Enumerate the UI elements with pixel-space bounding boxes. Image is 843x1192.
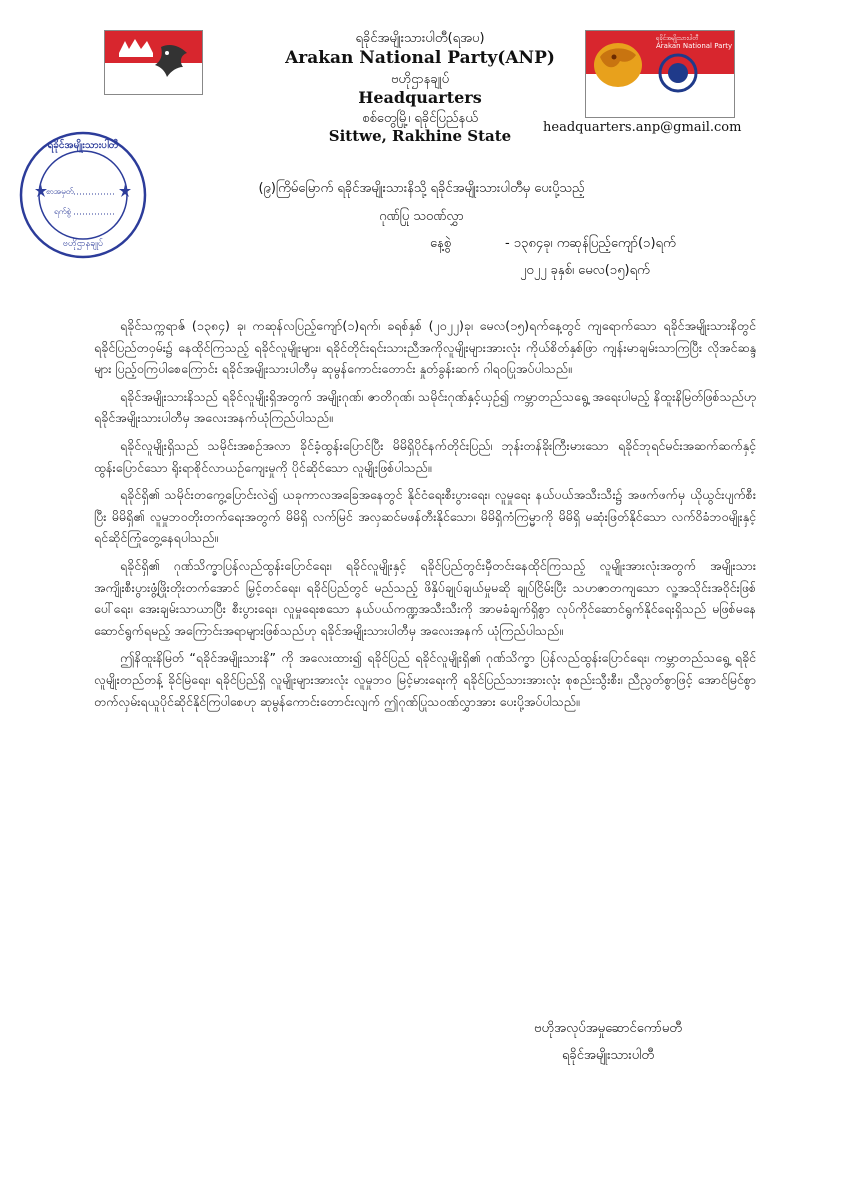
body-paragraph: ရခိုင်လူမျိုးရှိသည် သမိုင်းအစဉ်အလာ ခိုင်ခံ့ထွန်းပြောင်ပြီး မိမိရှိပိုင်နက်တိုင်းပြည်၊ ဘုန်းတန်ခိုးကြီးမားသော ရခိုင်ဘုရင်မင်းအဆက်ဆက်နှင့် ထွန်းပြောင်သော ရိုးရာစိုင်လာယဉ်ကျေးမှုကို ပိုင်ဆိုင်သော လူမျိုးဖြစ်ပါသည်။ <box>94 437 756 475</box>
body-paragraph: ရခိုင်အမျိုးသားနိသည် ရခိုင်လူမျိုးရှိအတွက် အမျိုးဂုဏ်၊ ဇာတိဂုဏ်၊ သမိုင်းဂုဏ်နှင့်ယှဉ်၍ ကမ္ဘာတည်သရွေ့ အရေးပါမည့် နိထူးနိမြတ်ဖြစ်သည်ဟု ရခိုင်အမျိုးသားပါတီမှ အလေးအနက်ယုံကြည်ပါသည်။ <box>94 388 756 426</box>
letter-body <box>94 315 756 718</box>
contact-email: headquarters.anp@gmail.com <box>543 120 742 135</box>
location-english: Sittwe, Rakhine State <box>328 127 512 145</box>
stamp-ring-text: ရခိုင်အမျိုးသားပါတီ <box>47 140 119 151</box>
logo-right-text: Arakan National Party <box>656 42 733 50</box>
org-name-myanmar: ရခိုင်အမျိုးသားပါတီ(ရအပ) <box>355 31 485 46</box>
date-myanmar-calendar: - ၁၃၈၄ခု၊ ကဆုန်ပြည့်ကျော်(၁)ရက် <box>505 236 676 251</box>
stamp-field-date: ရက်စွဲ <box>54 207 71 216</box>
hq-myanmar: ဗဟိုဌာနချုပ် <box>390 72 450 87</box>
org-name-english: Arakan National Party(ANP) <box>285 48 555 68</box>
location-myanmar: စစ်တွေမြို့၊ ရခိုင်ပြည်နယ် <box>362 111 478 126</box>
seal-emblem-icon <box>586 31 734 117</box>
document-title-line2: ဂုဏ်ပြု သဝဏ်လွှာ <box>379 209 464 224</box>
signature-committee: ဗဟိုအလုပ်အမှုဆောင်ကော်မတီ <box>534 1021 682 1036</box>
logo-right-text-my: ရခိုင်အမျိုးသားပါတီ <box>656 35 699 42</box>
stamp-field-number: စာအမှတ် <box>46 187 74 196</box>
signature-party: ရခိုင်အမျိုးသားပါတီ <box>561 1048 655 1063</box>
bird-emblem-icon <box>105 31 202 94</box>
date-label: နေ့စွဲ <box>430 236 452 251</box>
body-paragraph: ရခိုင်ရှိ၏ ဂုဏ်သိက္ခာပြန်လည်ထွန်းပြောင်ရေး၊ ရခိုင်လူမျိုးနှင့် ရခိုင်ပြည်တွင်းမှီတင်းနေထိုင်ကြသည့် လူမျိုးအားလုံးအတွက် အမျိုးသားအကျိုးစီးပွားဖွံ့ဖြိုးတိုးတက်အောင် မြှင့်တင်ရေး၊ ရခိုင်ပြည်တွင် မည်သည့် ဖိနှိပ်ချုပ်ချယ်မှုမဆို ချုပ်ငြိမ်းပြီး သဟဇာတကျသော လူ့အသိုင်းအဝိုင်းဖြစ်ပေါ်ရေး၊ အေးချမ်းသာယာပြီး စီးပွားရေး၊ လူမှုရေးစသော နယ်ပယ်ကဏ္ဍအသီးသီးကို အာမခံချက်ရှိစွာ လုပ်ကိုင်ဆောင်ရွက်နိုင်ရေးရှိသည် မဖြစ်မနေဆောင်ရွက်ရမည့် အကြောင်းအရာများဖြစ်သည်ဟု ရခိုင်အမျိုးသားပါတီမှ အလေးအနက် ယုံကြည်ပါသည်။ <box>94 557 756 638</box>
body-paragraph: ရခိုင်ရှိ၏ သမိုင်းတကွေ့ပြောင်းလဲ၍ ယခုကာလအခြေအနေတွင် နိုင်ငံရေးစီးပွားရေး၊ လူမှုရေး နယ်ပယ်အသီးသီး၌ အဖက်ဖက်မှ ယိုယွင်းပျက်စီးပြီး မိမိရှိ၏ လူမှုဘဝတိုးတက်ရေးအတွက် မိမိရှိ လက်မြင် အလှဆင်မဖန်တီးနိုင်သော၊ မိမိရှိကံကြမ္မာကို မိမိရှိ မဆုံးဖြတ်နိုင်သော လက်ဝိခံဘဝမျိုးနှင့် ရင်ဆိုင်ကြုံတွေ့နေရပါသည်။ <box>94 487 756 546</box>
document-title-line1: (၉)ကြိမ်မြောက် ရခိုင်အမျိုးသားနိသို့ ရခိုင်အမျိုးသားပါတီမှ ပေးပို့သည့် <box>258 181 585 196</box>
hq-english: Headquarters <box>358 88 482 107</box>
date-gregorian: ၂၀၂၂ ခုနှစ်၊ မေလ(၁၅)ရက် <box>520 263 650 278</box>
party-flag-logo-left <box>104 30 203 95</box>
body-paragraph: ဤနိထူးနိမြတ် “ရခိုင်အမျိုးသားနိ” ကို အလေးထား၍ ရခိုင်ပြည် ရခိုင်လူမျိုးရှိ၏ ဂုဏ်သိက္ခာ ပြန်လည်ထွန်းပြောင်ရေး၊ ကမ္ဘာတည်သရွေ့ ရခိုင်လူမျိုးတည်တန့် ခိုင်မြဲရေး၊ ရခိုင်ပြည်ရှိ လူမျိုးများအားလုံး လူမှုဘဝ မြင့်မားရေးကို ရခိုင်ပြည်သားအားလုံး စုစည်းသွီးစီး၊ ညီညွတ်စွာဖြင့် အောင်မြင်စွာ တက်လှမ်းရယူပိုင်ဆိုင်နိုင်ကြပါစေဟု ဆုမွန်ကောင်းတောင်းလျက် ဤဂုဏ်ပြုသဝဏ်လွှာအား ပေးပို့အပ်ပါသည်။ <box>94 650 756 709</box>
party-flag-logo-right <box>585 30 735 118</box>
stamp-bottom-text: ဗဟိုဌာနချုပ် <box>62 239 104 249</box>
body-paragraph: ရခိုင်သက္ကရာဇ် (၁၃၈၄) ခု၊ ကဆုန်လပြည့်ကျော်(၁)ရက်၊ ခရစ်နှစ် (၂၀၂၂)ခု၊ မေလ(၁၅)ရက်နေ့တွင် ကျရောက်သော ရခိုင်အမျိုးသားနိတွင် ရခိုင်ပြည်တဝှမ်း၌ နေထိုင်ကြသည့် ရခိုင်လူမျိုးများ၊ ရခိုင်တိုင်းရင်းသားညီအကိုလူမျိုးများအားလုံး ကိုယ်စိတ်နှစ်ဖြာ ကျန်းမာချမ်းသာကြပြီး လိုအင်ဆန္ဒများ ပြည့်ဝကြပါစေကြောင်း ရခိုင်အမျိုးသားပါတီမှ ဆုမွန်ကောင်းတောင်း နှုတ်ခွန်းဆက် ဂါရဝပြုအပ်ပါသည်။ <box>94 318 756 377</box>
